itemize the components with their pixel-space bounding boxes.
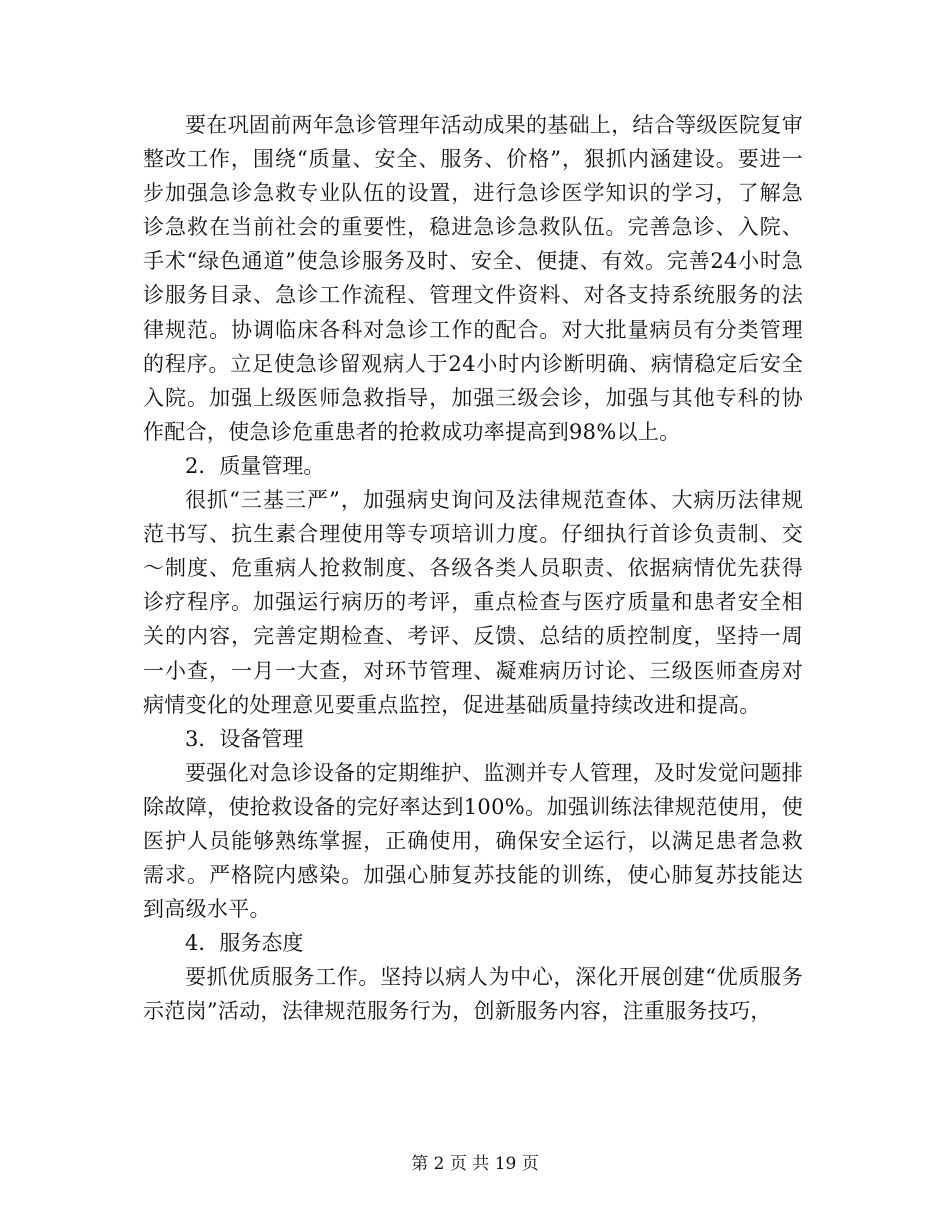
paragraph-service-attitude: 要抓优质服务工作。坚持以病人为中心，深化开展创建“优质服务示范岗”活动，法律规范服务行为，创新服务内容，注重服务技巧， [143,965,803,1024]
page-number-footer: 第 2 页 共 19 页 [411,1154,539,1174]
paragraph-emergency-management: 要在巩固前两年急诊管理年活动成果的基础上，结合等级医院复审整改工作，围绕“质量、安全、服务、价格”，狠抓内涵建设。要进一步加强急诊急救专业队伍的设置，进行急诊医学知识的学习，了解急诊急救在当前社会的重要性，稳进急诊急救队伍。完善急诊、入院、手术“绿色通道”使急诊服务及时、安全、便捷、有效。完善24小时急诊服务目录、急诊工作流程、管理文件资料、对各支持系统服务的法律规范。协调临床各科对急诊工作的配合。对大批量病员有分类管理的程序。立足使急诊留观病人于24小时内诊断明确、病情稳定后安全入院。加强上级医师急救指导，加强三级会诊，加强与其他专科的协作配合，使急诊危重患者的抢救成功率提高到98%以上。 [143,113,803,444]
paragraph-quality-management: 很抓“三基三严”，加强病史询问及法律规范查体、大病历法律规范书写、抗生素合理使用等专项培训力度。仔细执行首诊负责制、交～制度、危重病人抢救制度、各级各类人员职责、依据病情优先获得诊疗程序。加强运行病历的考评，重点检查与医疗质量和患者安全相关的内容，完善定期检查、考评、反馈、总结的质控制度，坚持一周一小查，一月一大查，对环节管理、凝难病历讨论、三级医师查房对病情变化的处理意见要重点监控，促进基础质量持续改进和提高。 [143,488,803,717]
document-body [143,108,803,1029]
paragraph-equipment-management: 要强化对急诊设备的定期维护、监测并专人管理，及时发觉问题排除故障，使抢救设备的完好率达到100%。加强训练法律规范使用，使医护人员能够熟练掌握，正确使用，确保安全运行，以满足患者急救需求。严格院内感染。加强心肺复苏技能的训练，使心肺复苏技能达到高级水平。 [143,760,803,922]
heading-equipment-management: 3．设备管理 [185,726,304,751]
heading-service-attitude: 4．服务态度 [185,931,304,956]
heading-quality-management: 2．质量管理。 [185,453,325,478]
